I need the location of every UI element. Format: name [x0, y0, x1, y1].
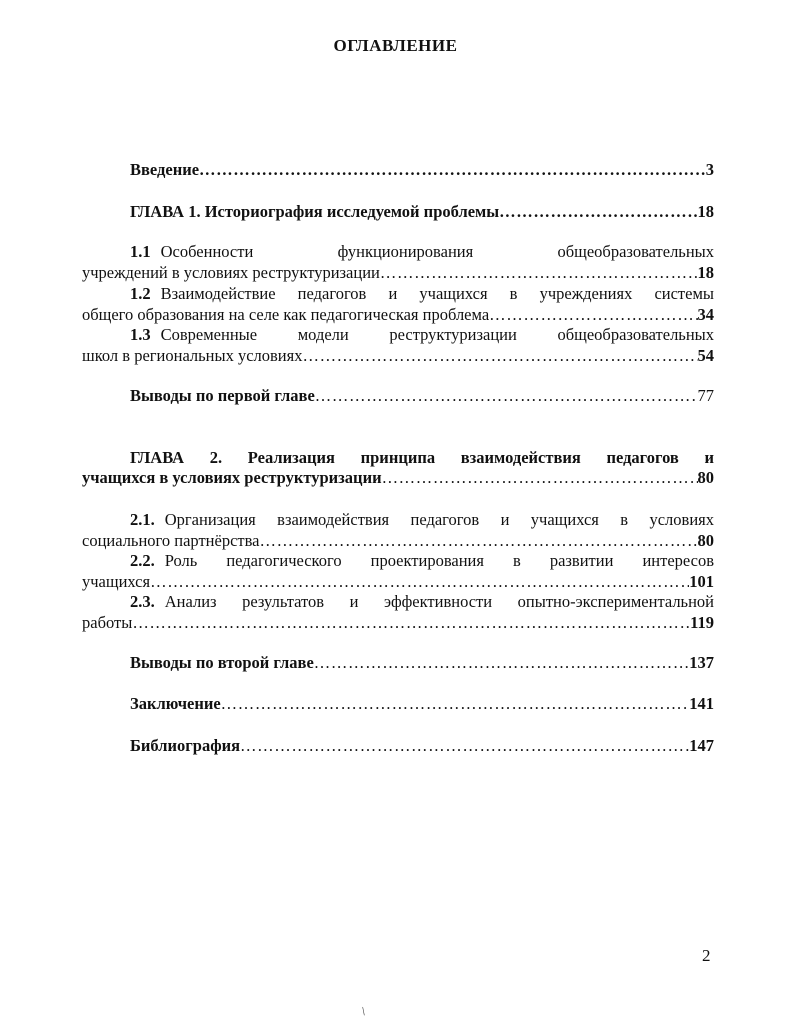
toc-1-1-page: 18: [697, 263, 714, 282]
toc-entry-conclusions-2[interactable]: [130, 652, 714, 673]
toc-entry-2-3-line2[interactable]: [82, 612, 714, 633]
toc-1-3-number: 1.3: [130, 325, 151, 344]
toc-2-3-title: Анализ результатов и эффективности опытно-экспериментальной: [164, 592, 714, 611]
toc-ch2-title-cont: учащихся в условиях реструктуризации: [82, 468, 382, 487]
toc-2-1-page: 80: [697, 531, 714, 550]
page-number: 2: [702, 946, 711, 965]
toc-1-3-page: 54: [697, 346, 714, 365]
toc-entry-1-1-line2[interactable]: [82, 262, 714, 283]
toc-entry-1-3-line2[interactable]: [82, 345, 714, 366]
toc-intro-page: 3: [705, 160, 714, 179]
toc-leader: [260, 530, 698, 551]
toc-leader: [132, 612, 690, 633]
toc-leader: [382, 467, 698, 488]
toc-entry-2-1-line2[interactable]: [82, 530, 714, 551]
toc-leader: [315, 385, 698, 406]
toc-conc1-title: Выводы по первой главе: [130, 386, 315, 405]
toc-leader: [314, 652, 689, 673]
toc-1-1-number: 1.1: [130, 242, 151, 261]
toc-1-1-title: Особенности функционирования общеобразовательных: [160, 242, 714, 261]
toc-1-2-number: 1.2: [130, 284, 151, 303]
toc-leader: [499, 201, 697, 222]
toc-leader: [199, 159, 706, 180]
toc-2-1-title: Организация взаимодействия педагогов и учащихся в условиях: [164, 510, 714, 529]
toc-2-3-title-cont: работы: [82, 613, 133, 632]
toc-entry-bibliography[interactable]: [130, 735, 714, 756]
toc-1-3-title-cont: школ в региональных условиях: [82, 346, 303, 365]
toc-leader: [380, 262, 698, 283]
scan-speck: /: [358, 1004, 369, 1018]
toc-leader: [240, 735, 689, 756]
toc-2-3-number: 2.3.: [130, 592, 155, 611]
toc-ch2-title: ГЛАВА 2. Реализация принципа взаимодействия педагогов и: [130, 448, 714, 467]
toc-leader: [221, 693, 690, 714]
toc-entry-2-2-line2[interactable]: [82, 571, 714, 592]
toc-2-2-title-cont: учащихся: [82, 572, 151, 591]
toc-2-2-number: 2.2.: [130, 551, 155, 570]
toc-entry-2-3-line1[interactable]: [130, 591, 714, 612]
toc-2-3-page: 119: [690, 613, 714, 632]
toc-conc2-page: 137: [689, 653, 714, 672]
toc-intro-title: Введение: [130, 160, 200, 179]
toc-conc1-page: 77: [697, 386, 714, 405]
toc-entry-1-1-line1[interactable]: [130, 241, 714, 262]
toc-entry-1-2-line2[interactable]: [82, 304, 714, 325]
toc-leader: [302, 345, 697, 366]
toc-entry-conclusion[interactable]: [130, 693, 714, 714]
toc-2-1-title-cont: социального партнёрства: [82, 531, 260, 550]
toc-entry-1-3-line1[interactable]: [130, 324, 714, 345]
toc-2-2-page: 101: [689, 572, 714, 591]
toc-leader: [489, 304, 697, 325]
toc-ch1-page: 18: [697, 202, 714, 221]
toc-2-1-number: 2.1.: [130, 510, 155, 529]
toc-entry-1-2-line1[interactable]: [130, 283, 714, 304]
toc-1-2-page: 34: [697, 305, 714, 324]
toc-1-1-title-cont: учреждений в условиях реструктуризации: [82, 263, 380, 282]
toc-bibliography-title: Библиография: [130, 736, 241, 755]
toc-1-3-title: Современные модели реструктуризации общеобразовательных: [160, 325, 714, 344]
toc-2-2-title: Роль педагогического проектирования в развитии интересов: [164, 551, 714, 570]
toc-conclusion-title: Заключение: [130, 694, 221, 713]
page-title: ОГЛАВЛЕНИЕ: [333, 36, 458, 55]
toc-entry-conclusions-1[interactable]: [130, 385, 714, 406]
toc-leader: [150, 571, 689, 592]
toc-1-2-title: Взаимодействие педагогов и учащихся в учреждениях системы: [160, 284, 714, 303]
toc-entry-2-2-line1[interactable]: [130, 550, 714, 571]
toc-conclusion-page: 141: [689, 694, 714, 713]
toc-ch1-title: ГЛАВА 1. Историография исследуемой проблемы: [130, 202, 500, 221]
toc-entry-2-1-line1[interactable]: [130, 509, 714, 530]
toc-entry-chapter-2-line1[interactable]: [130, 447, 714, 468]
toc-conc2-title: Выводы по второй главе: [130, 653, 314, 672]
toc-entry-intro[interactable]: [130, 159, 714, 180]
toc-entry-chapter-2-line2[interactable]: [82, 467, 714, 488]
toc-entry-chapter-1[interactable]: [130, 201, 714, 222]
toc-1-2-title-cont: общего образования на селе как педагогическая проблема: [82, 305, 490, 324]
toc-ch2-page: 80: [697, 468, 714, 487]
toc-bibliography-page: 147: [689, 736, 714, 755]
